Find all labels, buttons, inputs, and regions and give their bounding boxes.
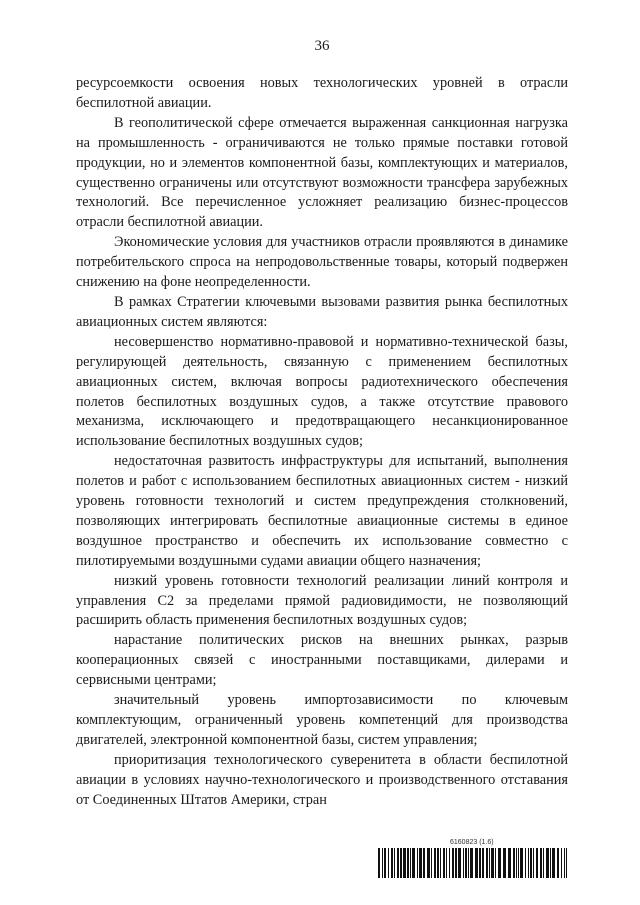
page-number: 36 (314, 38, 330, 54)
list-item-5: значительный уровень импортозависимости по ключевым комплектующим, ограниченный уровень компетенций для производства двигателей, электронной компонентной базы, систем управления; (76, 692, 568, 748)
paragraph-3: Экономические условия для участников отрасли проявляются в динамике потребительского спроса на непродовольственные товары, который подвержен снижению на фоне неопределенности. (76, 234, 568, 291)
list-item-2: недостаточная развитость инфраструктуры для испытаний, выполнения полетов и работ с использованием беспилотных авиационных систем - низкий уровень готовности технологий и систем предупреждения столкновений, позволяющих интегрировать беспилотные авиационные системы в единое воздушное пространство и обеспечить их использование совместно с пилотируемыми воздушными судами авиации общего назначения; (76, 453, 568, 569)
document-code: 6160823 (1.6) (450, 839, 494, 846)
paragraph-1: ресурсоемкости освоения новых технологических уровней в отрасли беспилотной авиации. (76, 75, 568, 111)
document-body (76, 74, 568, 811)
list-item-6: приоритизация технологического суверенитета в области беспилотной авиации в условиях научно-технологического и производственного отставания от Соединенных Штатов Америки, стран (76, 751, 568, 808)
barcode-icon (378, 848, 568, 878)
list-item-3: низкий уровень готовности технологий реализации линий контроля и управления С2 за пределами прямой радиовидимости, не позволяющий расширить область применения беспилотных воздушных судов; (76, 572, 568, 629)
paragraph-4: В рамках Стратегии ключевыми вызовами развития рынка беспилотных авиационных систем являются: (76, 293, 568, 330)
list-item-4: нарастание политических рисков на внешних рынках, разрыв кооперационных связей с иностранными поставщиками, дилерами и сервисными центрами; (76, 632, 568, 689)
paragraph-2: В геополитической сфере отмечается выраженная санкционная нагрузка на промышленность - ограничиваются не только прямые поставки готовой продукции, но и элементов компонентной базы, комплектующих и материалов, существенно ограничены или отсутствуют возможности трансфера зарубежных технологий. Все перечисленное усложняет реализацию бизнес-процессов отрасли беспилотной авиации. (76, 114, 568, 231)
list-item-1: несовершенство нормативно-правовой и нормативно-технической базы, регулирующей деятельность, связанную с применением беспилотных авиационных систем, включая вопросы радиотехнического обеспечения полетов беспилотных воздушных судов, а также отсутствие правового механизма, исключающего и предотвращающего несанкционированное использование беспилотных воздушных судов; (76, 333, 568, 450)
